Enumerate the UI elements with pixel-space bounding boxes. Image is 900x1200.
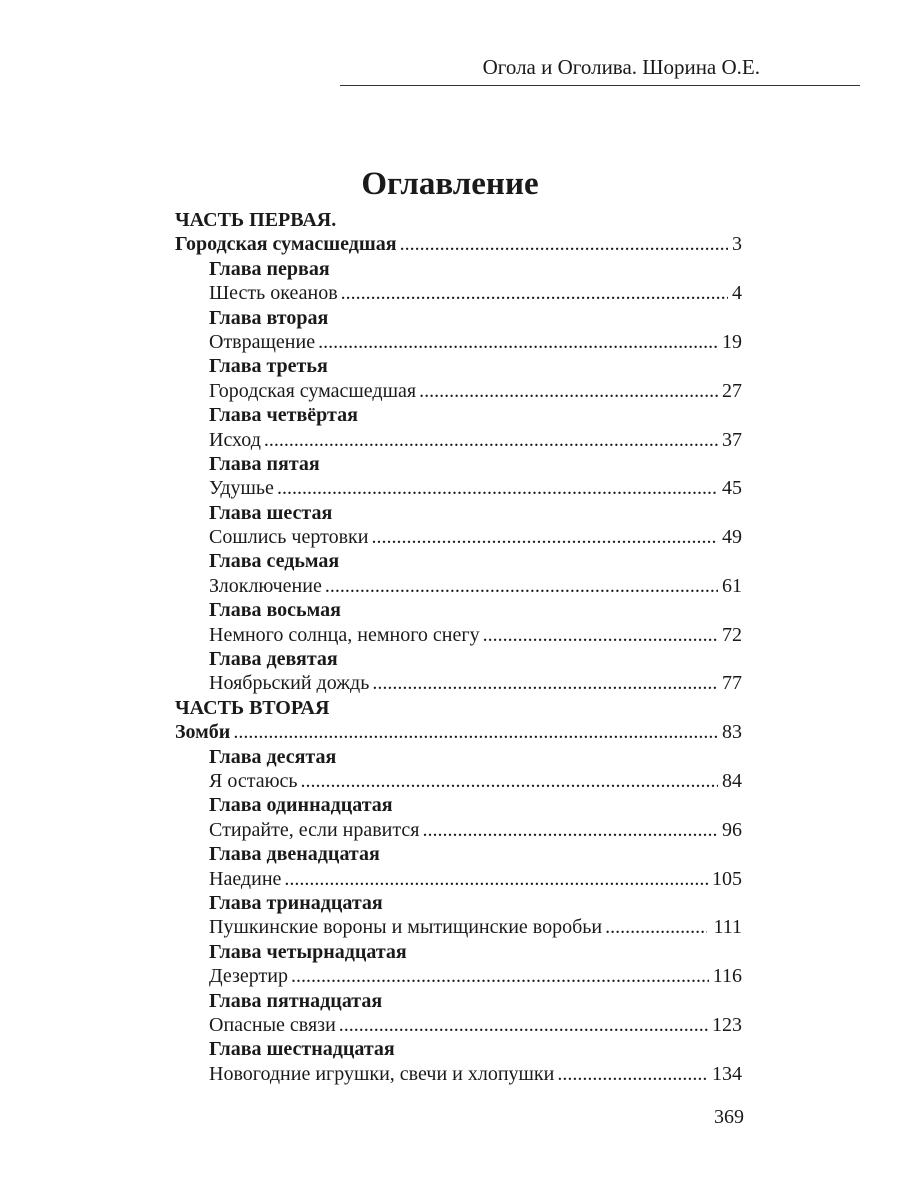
- page-number: 4: [732, 282, 742, 305]
- toc-entry: Злоключение ..... 61: [175, 574, 742, 598]
- chapter-label: Глава четвёртая: [209, 404, 358, 427]
- toc-entry: Наедине ..... 105: [175, 867, 742, 891]
- page-number: 77: [722, 672, 742, 695]
- chapter-label: Глава десятая: [209, 745, 337, 768]
- toc-entry-part-title: Зомби ..... 83: [175, 720, 742, 744]
- chapter-label: Глава двенадцатая: [209, 843, 380, 866]
- page-number: 72: [722, 623, 742, 646]
- page-number: 45: [722, 477, 742, 500]
- toc-entry: Опасные связи ..... 123: [175, 1013, 742, 1037]
- toc-entry: Городская сумасшедшая ..... 27: [175, 379, 742, 403]
- chapter-label: Глава пятнадцатая: [209, 989, 383, 1012]
- toc-entry: Немного солнца, немного снегу ..... 72: [175, 623, 742, 647]
- toc-entry: Ноябрьский дождь ..... 77: [175, 671, 742, 695]
- toc-entry: Новогодние игрушки, свечи и хлопушки ..... 134: [175, 1062, 742, 1086]
- table-of-contents: [175, 208, 742, 1086]
- chapter-label: Глава одиннадцатая: [209, 794, 393, 817]
- page-number: 37: [722, 428, 742, 451]
- chapter-label: Глава девятая: [209, 648, 338, 671]
- page-number: 134: [712, 1062, 742, 1085]
- chapter-label: Глава первая: [209, 257, 330, 280]
- page-number: 61: [722, 574, 742, 597]
- chapter-label: Глава шестая: [209, 501, 333, 524]
- page-number: 111: [713, 916, 742, 939]
- chapter-label: Глава четырнадцатая: [209, 940, 407, 963]
- page-number: 19: [722, 330, 742, 353]
- page-number: 84: [722, 769, 742, 792]
- chapter-label: Глава вторая: [209, 306, 329, 329]
- page-number: 49: [722, 526, 742, 549]
- toc-entry: Отвращение ..... 19: [175, 330, 742, 354]
- chapter-label: Глава пятая: [209, 452, 320, 475]
- running-header: [340, 55, 860, 80]
- page-number: 3: [732, 233, 742, 256]
- toc-entry: Удушье ..... 45: [175, 476, 742, 500]
- toc-entry: Исход ..... 37: [175, 428, 742, 452]
- toc-entry: Я остаюсь ..... 84: [175, 769, 742, 793]
- page-number: 27: [722, 379, 742, 402]
- page-number: 123: [712, 1013, 742, 1036]
- toc-entry: Сошлись чертовки ..... 49: [175, 525, 742, 549]
- part-heading: ЧАСТЬ ВТОРАЯ: [175, 696, 330, 719]
- page-number: 116: [712, 965, 742, 988]
- running-header-text: Огола и Оголива. Шорина О.Е.: [482, 55, 760, 79]
- toc-entry: Дезертир ..... 116: [175, 964, 742, 988]
- toc-entry: Стирайте, если нравится ..... 96: [175, 818, 742, 842]
- page-number: 96: [722, 818, 742, 841]
- page-title: Оглавление: [361, 166, 539, 202]
- chapter-label: Глава восьмая: [209, 599, 341, 622]
- part-heading: ЧАСТЬ ПЕРВАЯ.: [175, 209, 337, 231]
- toc-entry-part-title: Городская сумасшедшая ..... 3: [175, 232, 742, 256]
- chapter-label: Глава тринадцатая: [209, 891, 383, 914]
- toc-entry: Пушкинские вороны и мытищинские воробьи ..... 111: [175, 915, 742, 939]
- chapter-label: Глава третья: [209, 355, 328, 378]
- toc-entry: Шесть океанов ..... 4: [175, 281, 742, 305]
- page-folio: 369: [714, 1106, 744, 1128]
- chapter-label: Глава седьмая: [209, 550, 340, 573]
- header-rule: [340, 85, 860, 86]
- page-number: 83: [722, 721, 742, 744]
- page-number: 105: [712, 867, 742, 890]
- chapter-label: Глава шестнадцатая: [209, 1038, 395, 1061]
